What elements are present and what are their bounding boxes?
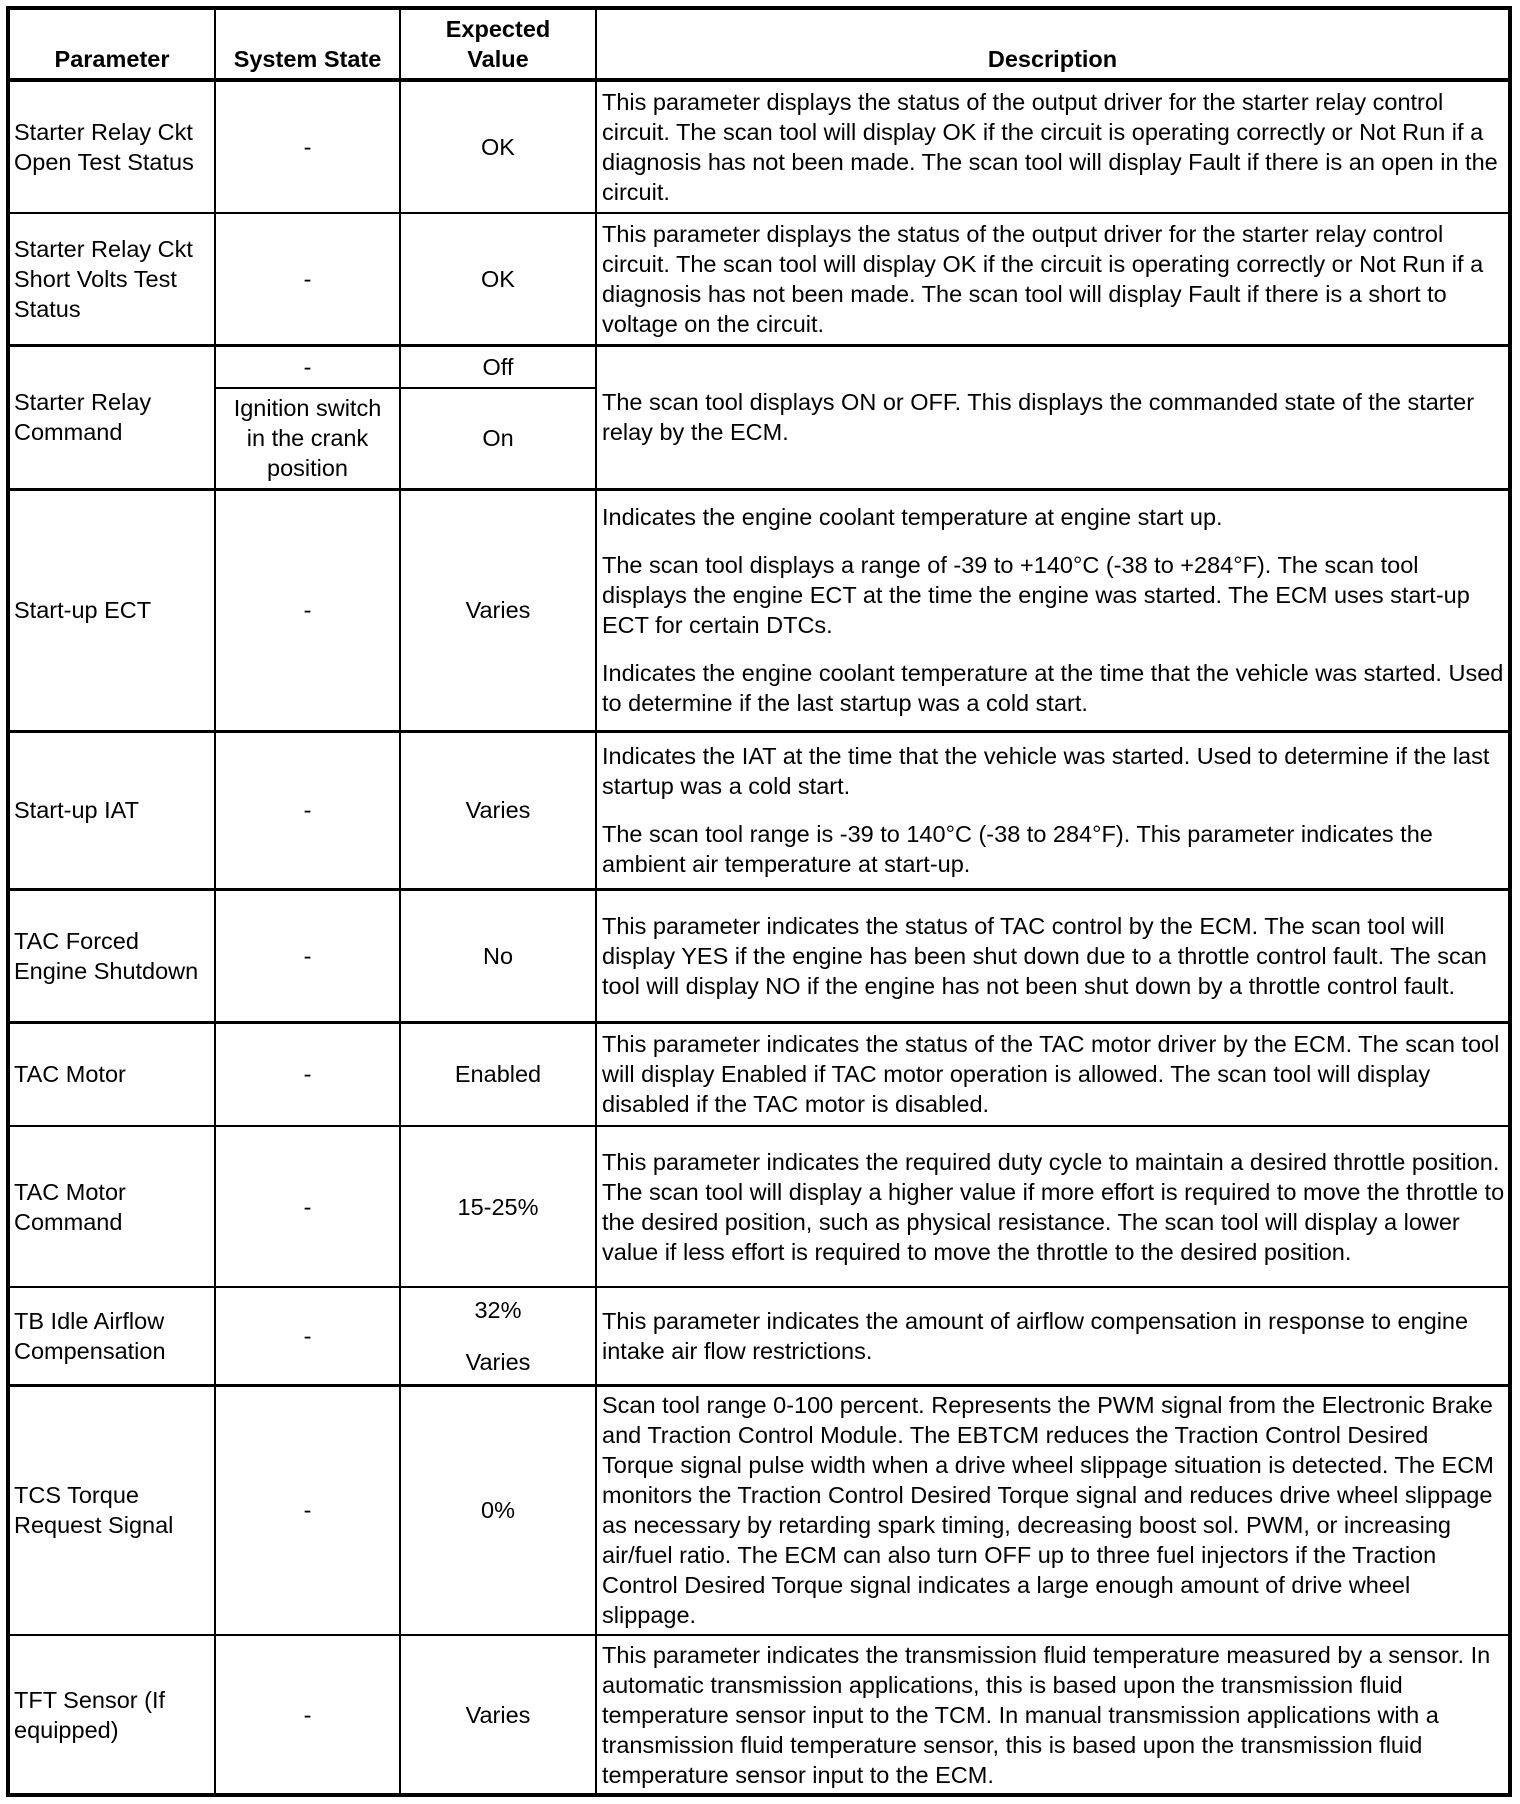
expected-value-cell: On <box>400 388 596 489</box>
expected-value-cell: OK <box>400 80 596 213</box>
header-parameter: Parameter <box>8 8 215 80</box>
table-row <box>8 1022 1510 1126</box>
description-text: Indicates the IAT at the time that the vehicle was started. Used to determine if the last startup was a cold start. <box>602 743 1490 799</box>
parameter-cell: TAC Forced Engine Shutdown <box>8 889 215 1022</box>
table-row <box>8 1126 1510 1287</box>
header-description: Description <box>596 8 1510 80</box>
expected-value-cell: OK <box>400 213 596 345</box>
description-text: Indicates the engine coolant temperature at the time that the vehicle was started. Used to determine if the last startup was a cold start. <box>602 660 1504 716</box>
parameter-cell: Start-up ECT <box>8 489 215 731</box>
description-cell <box>596 1287 1510 1385</box>
system-state-cell: - <box>215 731 400 889</box>
description-cell <box>596 889 1510 1022</box>
parameter-cell: TFT Sensor (If equipped) <box>8 1635 215 1795</box>
parameter-cell: TB Idle Airflow Compensation <box>8 1287 215 1385</box>
parameter-cell: TCS Torque Request Signal <box>8 1385 215 1635</box>
expected-value-cell: Enabled <box>400 1022 596 1126</box>
system-state-cell: - <box>215 489 400 731</box>
system-state-cell: - <box>215 889 400 1022</box>
expected-value-secondary: Varies <box>465 1348 531 1375</box>
expected-value-cell: Off <box>400 345 596 388</box>
description-text: The scan tool displays a range of -39 to +140°C (-38 to +284°F). The scan tool displays the engine ECT at the time the engine was started. The ECM uses start-up ECT for certain DTCs. <box>602 552 1470 638</box>
parameter-cell: TAC Motor Command <box>8 1126 215 1287</box>
expected-value-cell: No <box>400 889 596 1022</box>
description-cell <box>596 1022 1510 1126</box>
expected-value-cell: Varies <box>400 489 596 731</box>
description-cell <box>596 1385 1510 1635</box>
parameter-cell: Start-up IAT <box>8 731 215 889</box>
description-text: This parameter indicates the transmission fluid temperature measured by a sensor. In automatic transmission applications, this is based upon the transmission fluid temperature sensor input to the TCM. In manual transmission applications with a transmission fluid temperature sensor, this is based upon the transmission fluid temperature sensor input to the ECM. <box>602 1641 1491 1788</box>
expected-value-cell: Varies <box>400 1635 596 1795</box>
parameter-cell: Starter Relay Ckt Short Volts Test Status <box>8 213 215 345</box>
table-row <box>8 1287 1510 1385</box>
parameter-table <box>6 6 1512 1797</box>
parameter-cell: Starter Relay Ckt Open Test Status <box>8 80 215 213</box>
table-row <box>8 1385 1510 1635</box>
table-row <box>8 80 1510 213</box>
header-expected-value: Expected Value <box>400 8 596 80</box>
header-row <box>8 8 1510 80</box>
description-text: This parameter indicates the status of the TAC motor driver by the ECM. The scan tool will display Enabled if TAC motor operation is allowed. The scan tool will display disabled if the TAC motor is disabled. <box>602 1031 1500 1118</box>
header-system-state: System State <box>215 8 400 80</box>
description-text: The scan tool range is -39 to 140°C (-38 to 284°F). This parameter indicates the ambient air temperature at start-up. <box>602 821 1433 877</box>
expected-value-cell: Varies <box>400 731 596 889</box>
table-row <box>8 345 1510 388</box>
system-state-cell: - <box>215 345 400 388</box>
description-text: This parameter indicates the status of TAC control by the ECM. The scan tool will display YES if the engine has been shut down due to a throttle control fault. The scan tool will display NO if the engine has not been shut down by a throttle control fault. <box>602 912 1487 999</box>
description-cell <box>596 1635 1510 1795</box>
system-state-cell: - <box>215 213 400 345</box>
description-cell <box>596 731 1510 889</box>
description-cell <box>596 345 1510 489</box>
system-state-cell: - <box>215 1635 400 1795</box>
table-row <box>8 213 1510 345</box>
description-cell <box>596 489 1510 731</box>
expected-value-cell: 15-25% <box>400 1126 596 1287</box>
expected-value-cell <box>400 1287 596 1385</box>
parameter-cell: TAC Motor <box>8 1022 215 1126</box>
description-cell <box>596 1126 1510 1287</box>
system-state-cell: - <box>215 80 400 213</box>
description-text: The scan tool displays ON or OFF. This displays the commanded state of the starter relay by the ECM. <box>602 389 1475 445</box>
system-state-cell: Ignition switch in the crank position <box>215 388 400 489</box>
system-state-cell: - <box>215 1287 400 1385</box>
description-cell <box>596 80 1510 213</box>
description-text: This parameter indicates the amount of airflow compensation in response to engine intake air flow restrictions. <box>602 1307 1469 1364</box>
description-text: Scan tool range 0-100 percent. Represents the PWM signal from the Electronic Brake and Traction Control Module. The EBTCM reduces the Traction Control Desired Torque signal pulse width when a drive wheel slippage situation is detected. The ECM monitors the Traction Control Desired Torque signal and reduces drive wheel slippage as necessary by retarding spark timing, decreasing boost sol. PWM, or increasing air/fuel ratio. The ECM can also turn OFF up to three fuel injectors if the Traction Control Desired Torque signal indicates a large enough amount of drive wheel slippage. <box>602 1392 1494 1629</box>
parameter-cell: Starter Relay Command <box>8 345 215 489</box>
system-state-cell: - <box>215 1385 400 1635</box>
description-text: This parameter displays the status of the output driver for the starter relay control circuit. The scan tool will display OK if the circuit is operating correctly or Not Run if a diagnosis has not been made. The scan tool will display Fault if there is an open in the circuit. <box>602 89 1498 205</box>
expected-value-cell: 0% <box>400 1385 596 1635</box>
description-cell <box>596 213 1510 345</box>
table-row <box>8 1635 1510 1795</box>
description-text: This parameter displays the status of the output driver for the starter relay control circuit. The scan tool will display OK if the circuit is operating correctly or Not Run if a diagnosis has not been made. The scan tool will display Fault if there is a short to voltage on the circuit. <box>602 220 1484 337</box>
system-state-cell: - <box>215 1126 400 1287</box>
table-row <box>8 489 1510 731</box>
system-state-cell: - <box>215 1022 400 1126</box>
table-row <box>8 731 1510 889</box>
description-text: Indicates the engine coolant temperature at engine start up. <box>602 504 1223 530</box>
description-text: This parameter indicates the required duty cycle to maintain a desired throttle position. The scan tool will display a higher value if more effort is required to move the throttle to the desired position, such as physical resistance. The scan tool will display a lower value if less effort is required to move the throttle to the desired position. <box>602 1148 1505 1265</box>
expected-value-primary: 32% <box>474 1296 522 1323</box>
table-row <box>8 889 1510 1022</box>
